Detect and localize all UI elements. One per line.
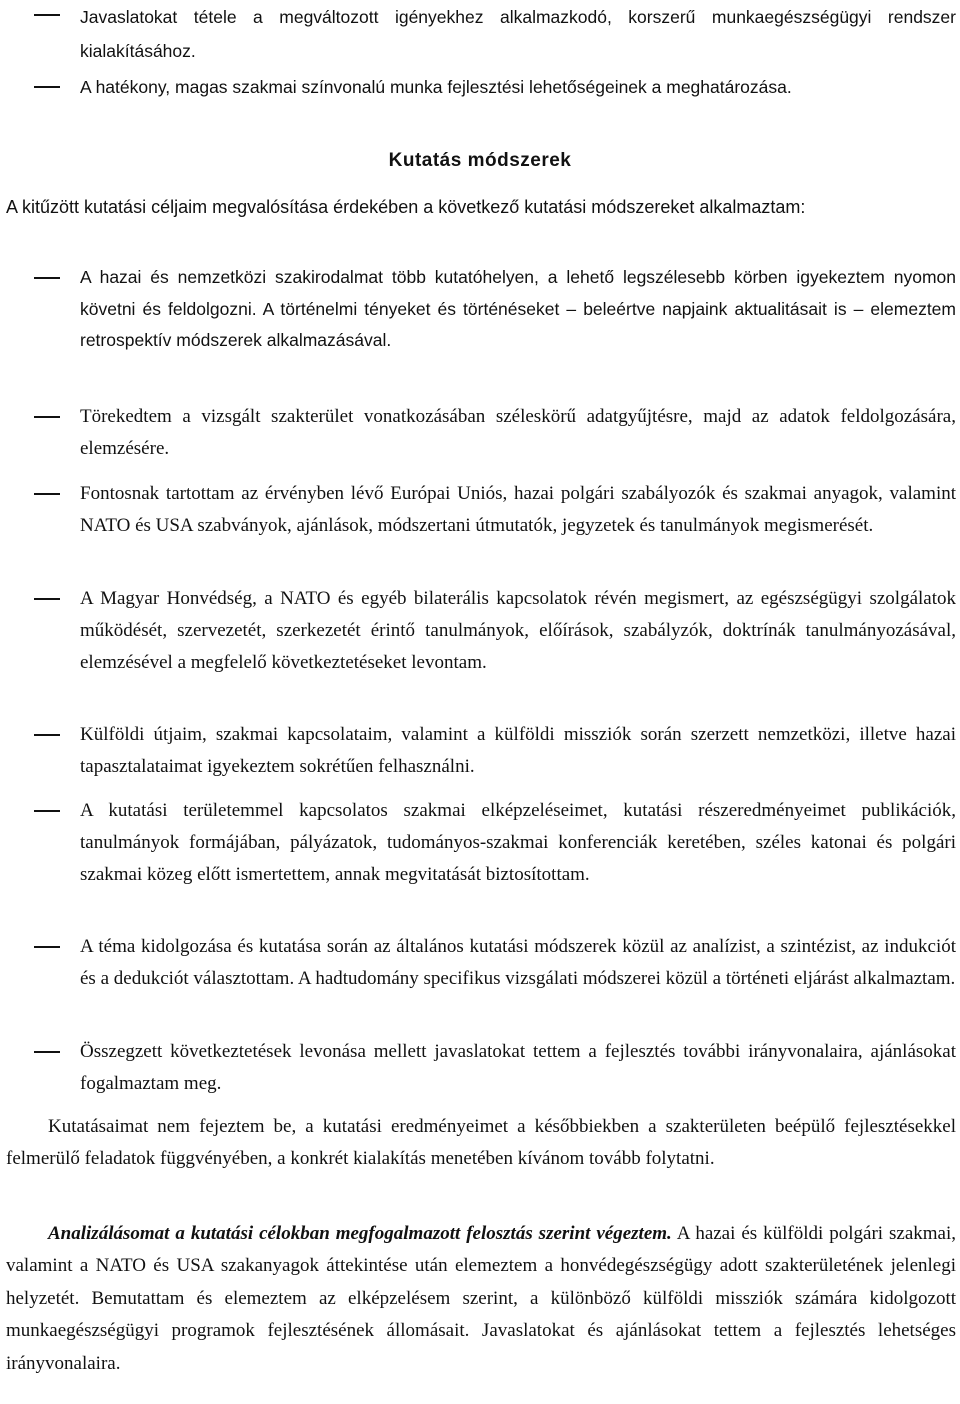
- method-text: Külföldi útjaim, szakmai kapcsolataim, valamint a külföldi missziók során szerzett nemzetközi, illetve hazai tapasztalataimat igyekeztem sokrétűen felhasználni.: [80, 724, 956, 777]
- list-item-text: Javaslatokat tétele a megváltozott igényekhez alkalmazkodó, korszerű munkaegészségügyi rendszer kialakításához.: [80, 7, 956, 61]
- closing-paragraph: Kutatásaimat nem fejeztem be, a kutatási eredményeimet a későbbiekben a szakterületen beépülő fejlesztésekkel felmerülő feladatok függvényében, a konkrét kialakítás menetében kívánom tovább folytatni.: [6, 1116, 956, 1170]
- dash-bullet: [34, 946, 60, 948]
- dash-bullet: [34, 598, 60, 600]
- dash-bullet: [34, 1051, 60, 1053]
- dash-bullet: [34, 493, 60, 495]
- intro-paragraph: A kitűzött kutatási céljaim megvalósítása érdekében a következő kutatási módszereket alkalmaztam:: [6, 197, 806, 217]
- section-title: Kutatás módszerek: [388, 150, 572, 171]
- method-text: Törekedtem a vizsgált szakterület vonatkozásában széleskörű adatgyűjtésre, majd az adatok feldolgozására, elemzésére.: [80, 406, 956, 459]
- dash-bullet: [34, 416, 60, 418]
- method-text: A hazai és nemzetközi szakirodalmat több kutatóhelyen, a lehető legszélesebb körben igyekeztem nyomon követni és feldolgozni. A történelmi tényeket és történéseket – beleértve napjaink aktualitásait is – elemeztem retrospektív módszerek alkalmazásával.: [80, 267, 956, 350]
- analysis-paragraph: [6, 1218, 956, 1380]
- dash-bullet: [34, 810, 60, 812]
- dash-bullet: [34, 734, 60, 736]
- analysis-body: A hazai és külföldi polgári szakmai, valamint a NATO és USA szakanyagok áttekintése után elemeztem a honvédegészségügy adott szakterületének jelenlegi helyzetét. Bemutattam és elemeztem az elképzelésem szerint, a különböző külföldi missziók számára kidolgozott munkaegészségügyi programok fejlesztésének állomásait. Javaslatokat és ajánlásokat tettem a fejlesztés lehetséges irányvonalaira.: [6, 1223, 956, 1374]
- dash-bullet: [34, 86, 60, 88]
- method-text: Fontosnak tartottam az érvényben lévő Európai Uniós, hazai polgári szabályozók és szakmai anyagok, valamint NATO és USA szabványok, ajánlások, módszertani útmutatók, jegyzetek és tanulmányok megismerését.: [80, 483, 956, 536]
- method-text: A téma kidolgozása és kutatása során az általános kutatási módszerek közül az analízist, a szintézist, az indukciót és a dedukciót választottam. A hadtudomány specifikus vizsgálati módszerei közül a történeti eljárást alkalmaztam.: [80, 936, 956, 989]
- analysis-lead: Analizálásomat a kutatási célokban megfogalmazott felosztás szerint végeztem.: [48, 1223, 672, 1244]
- method-text: A kutatási területemmel kapcsolatos szakmai elképzeléseimet, kutatási részeredményeimet publikációk, tanulmányok formájában, pályázatok, tudományos-szakmai konferenciák keretében, széles katonai és polgári szakmai közeg előtt ismertettem, annak megvitatását biztosítottam.: [80, 800, 956, 885]
- dash-bullet: [34, 277, 60, 279]
- list-item-text: A hatékony, magas szakmai színvonalú munka fejlesztési lehetőségeinek a meghatározása.: [80, 77, 792, 97]
- method-text: A Magyar Honvédség, a NATO és egyéb bilaterális kapcsolatok révén megismert, az egészségügyi szolgálatok működését, szervezetét, szerkezetét érintő tanulmányok, előírások, szabályzók, doktrínák tanulmányozásával, elemzésével a megfelelő következtetéseket levontam.: [80, 588, 956, 673]
- method-text: Összegzett következtetések levonása mellett javaslatokat tettem a fejlesztés további irányvonalaira, ajánlásokat fogalmaztam meg.: [80, 1041, 956, 1094]
- dash-bullet: [34, 14, 60, 16]
